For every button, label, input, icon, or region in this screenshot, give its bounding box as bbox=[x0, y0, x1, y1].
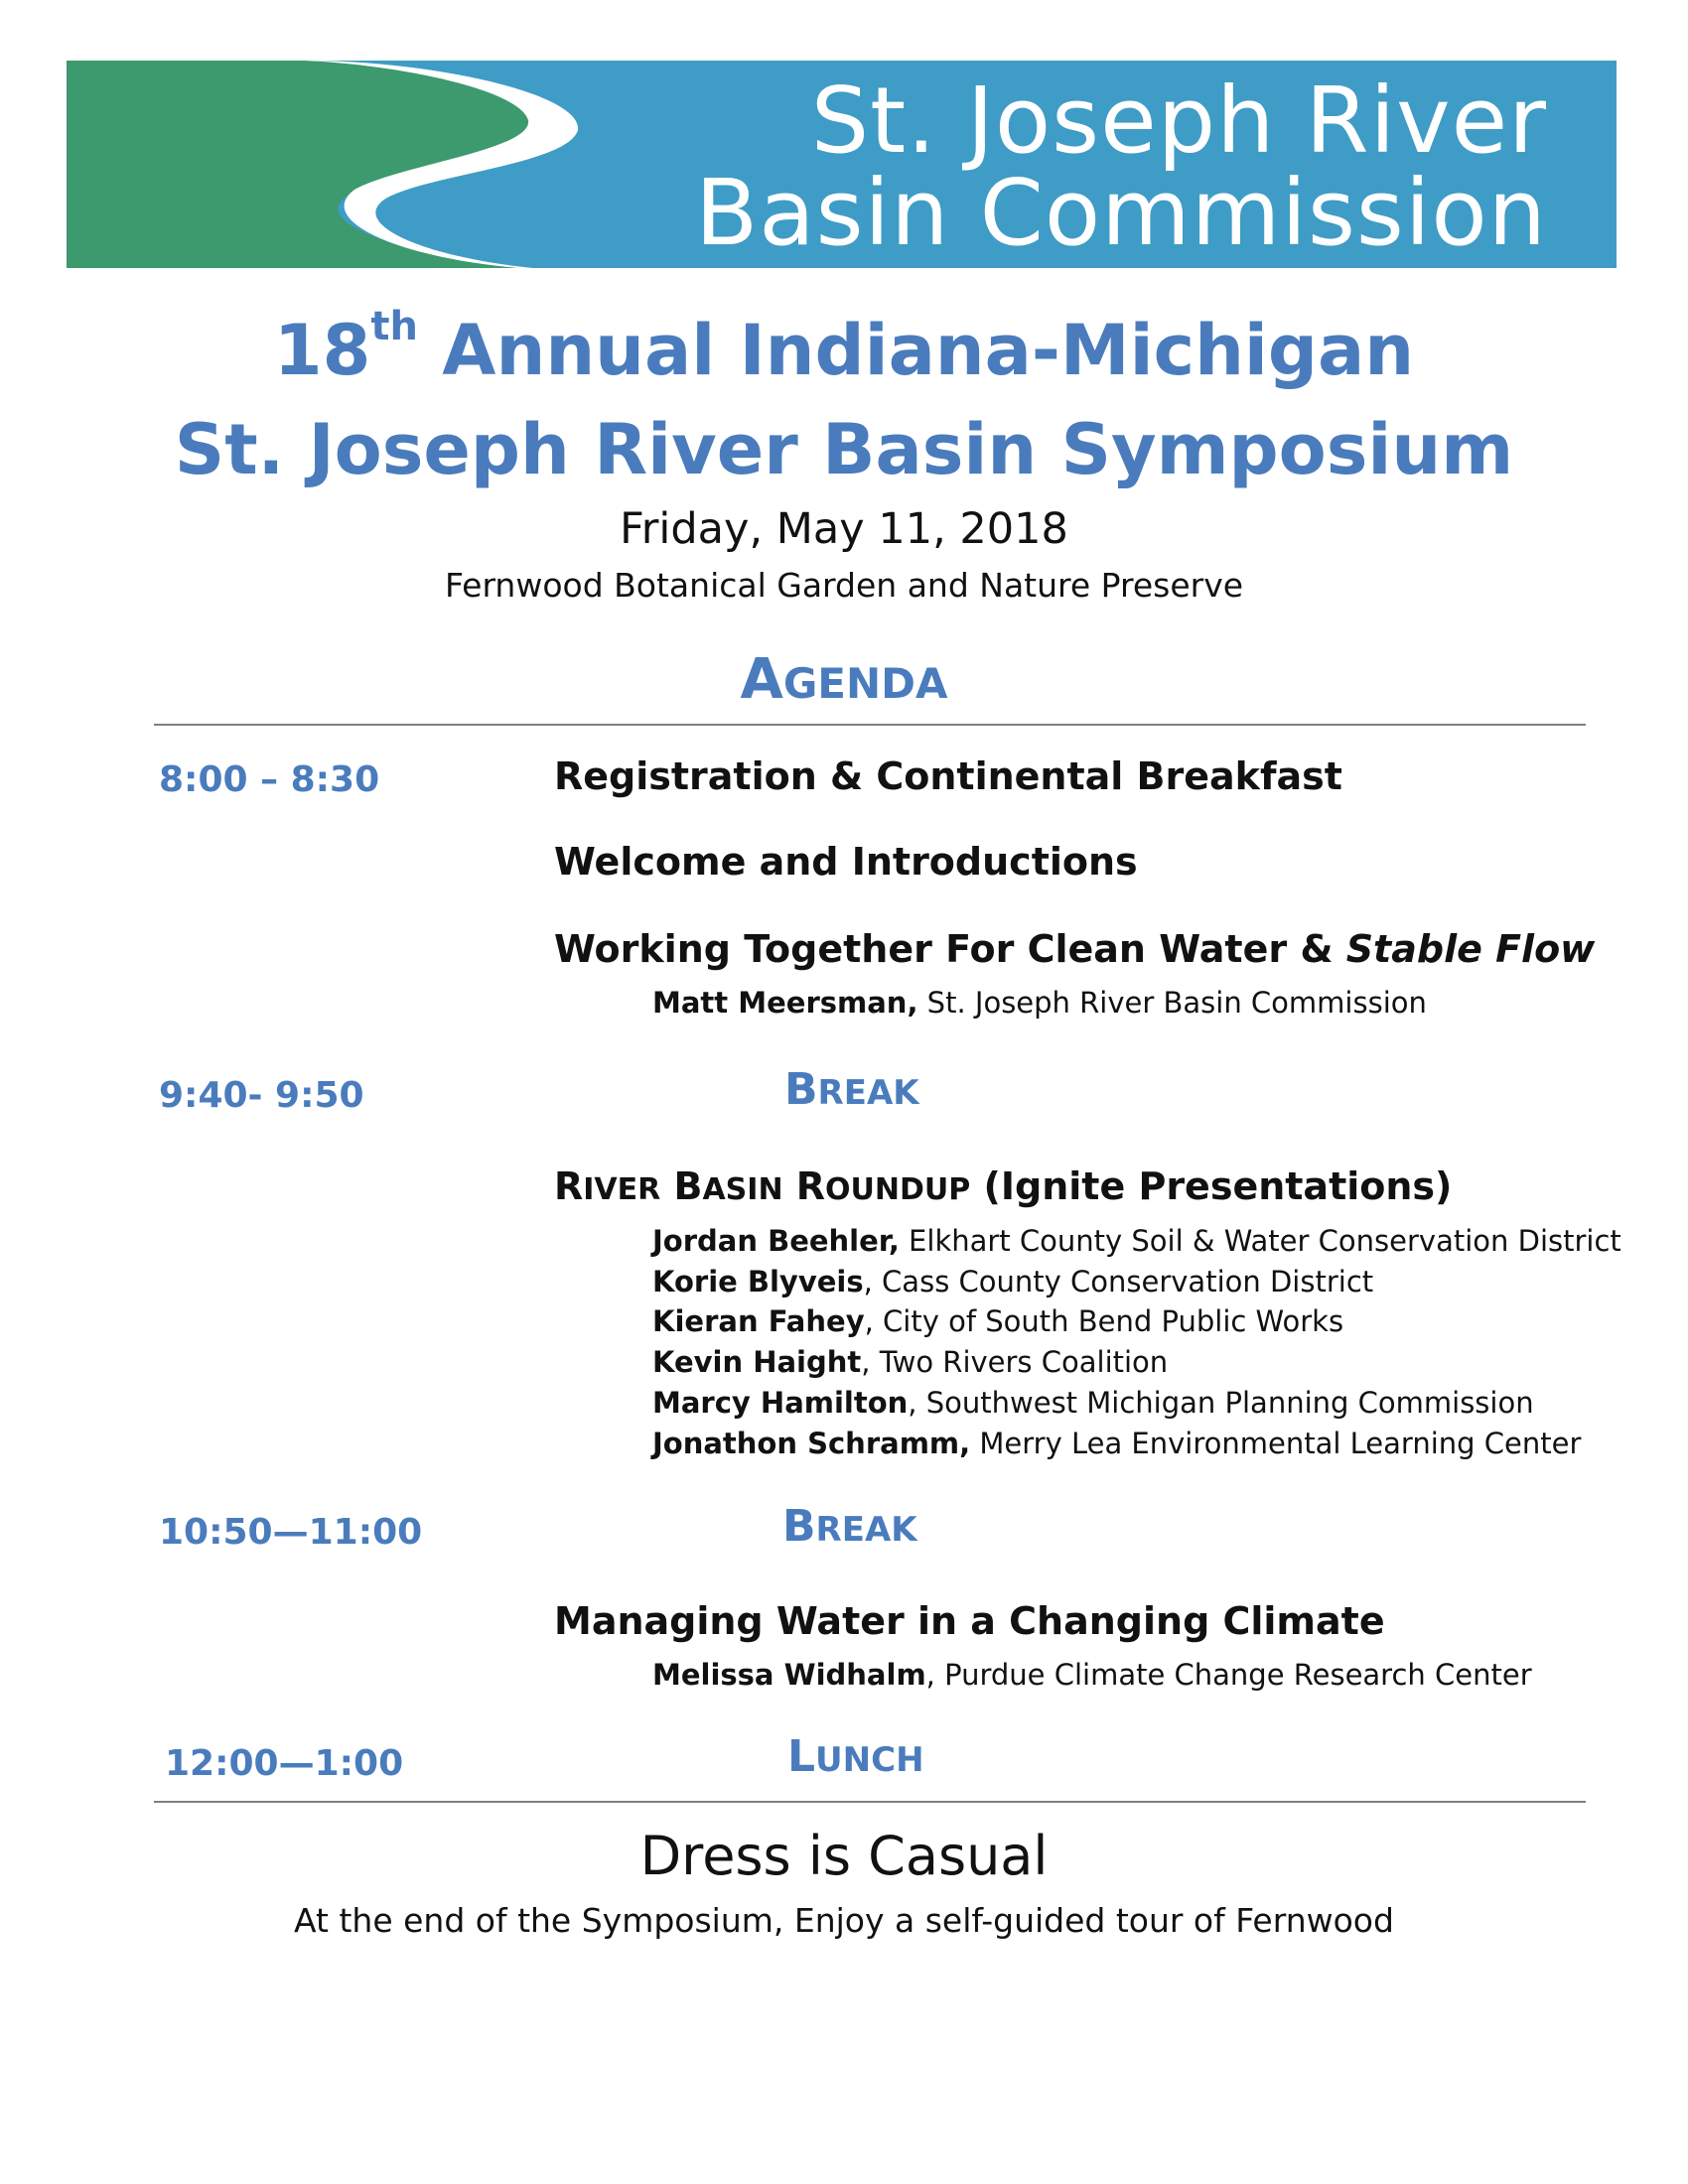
session-title-italic: Stable Flow bbox=[1345, 927, 1596, 971]
speaker-line bbox=[652, 1224, 1621, 1258]
session-title: Managing Water in a Changing Climate bbox=[554, 1599, 1385, 1643]
speaker-name: Jordan Beehler, bbox=[652, 1224, 900, 1258]
speaker-line bbox=[652, 1304, 1343, 1338]
agenda-heading bbox=[0, 647, 1688, 712]
speaker-name: Jonathon Schramm, bbox=[652, 1427, 971, 1460]
banner-line-2: Basin Commission bbox=[695, 160, 1547, 266]
lunch-rest: UNCH bbox=[815, 1740, 924, 1780]
speaker-name: Marcy Hamilton bbox=[652, 1386, 909, 1420]
speaker-org: , Cass County Conservation District bbox=[863, 1265, 1374, 1298]
break-label bbox=[782, 1501, 917, 1552]
title-line-1 bbox=[0, 304, 1688, 391]
break-label bbox=[784, 1064, 919, 1115]
time-slot: 10:50—11:00 bbox=[159, 1512, 423, 1553]
dress-code: Dress is Casual bbox=[639, 1825, 1049, 1887]
lunch-label bbox=[787, 1731, 924, 1782]
session-title-tail: (Ignite Presentations) bbox=[970, 1164, 1453, 1208]
break-initial: B bbox=[784, 1064, 818, 1115]
sc-rest: OUNDUP bbox=[825, 1172, 971, 1207]
sc-rest: IVER bbox=[583, 1172, 661, 1207]
speaker-org: St. Joseph River Basin Commission bbox=[917, 986, 1427, 1020]
speaker-org: , Southwest Michigan Planning Commission bbox=[908, 1386, 1534, 1420]
break-rest: REAK bbox=[817, 1073, 919, 1113]
speaker-org: , Purdue Climate Change Research Center bbox=[925, 1658, 1532, 1692]
agenda-heading-initial: A bbox=[740, 647, 783, 712]
agenda-heading-rest: GENDA bbox=[782, 659, 948, 708]
break-initial: B bbox=[782, 1501, 816, 1552]
session-title: Registration & Continental Breakfast bbox=[554, 754, 1342, 798]
speaker-name: Melissa Widhalm bbox=[652, 1658, 926, 1692]
speaker-org: Merry Lea Environmental Learning Center bbox=[970, 1427, 1582, 1460]
commission-banner bbox=[67, 61, 1617, 268]
speaker-line bbox=[652, 1658, 1532, 1692]
speaker-org: , City of South Bend Public Works bbox=[864, 1304, 1344, 1338]
speaker-org: , Two Rivers Coalition bbox=[861, 1345, 1169, 1379]
bottom-divider bbox=[154, 1801, 1586, 1803]
speaker-line bbox=[652, 1386, 1534, 1420]
speaker-line bbox=[652, 1265, 1373, 1298]
speaker-line bbox=[652, 1427, 1581, 1460]
title-ordinal: 18 bbox=[273, 310, 371, 391]
session-title bbox=[554, 1164, 1452, 1208]
speaker-name: Korie Blyveis bbox=[652, 1265, 864, 1298]
top-divider bbox=[154, 724, 1586, 726]
speaker-name: Kieran Fahey bbox=[652, 1304, 865, 1338]
sc-initial: R bbox=[795, 1164, 826, 1208]
banner-line-1: St. Joseph River bbox=[810, 68, 1547, 174]
title-ordinal-suffix: th bbox=[370, 304, 418, 349]
time-slot: 8:00 – 8:30 bbox=[159, 759, 380, 800]
title-line-1-text: Annual Indiana-Michigan bbox=[417, 310, 1415, 391]
speaker-line bbox=[652, 986, 1427, 1020]
sc-initial: R bbox=[554, 1164, 584, 1208]
session-title-text: Working Together For Clean Water & bbox=[554, 927, 1346, 971]
speaker-name: Kevin Haight bbox=[652, 1345, 862, 1379]
time-slot: 12:00—1:00 bbox=[165, 1743, 404, 1784]
title-line-2: St. Joseph River Basin Symposium bbox=[174, 409, 1514, 490]
banner-title bbox=[695, 68, 1547, 266]
session-title: Welcome and Introductions bbox=[554, 840, 1138, 884]
time-slot: 9:40- 9:50 bbox=[159, 1075, 364, 1116]
session-title bbox=[554, 927, 1595, 971]
sc-initial: B bbox=[673, 1164, 703, 1208]
speaker-name: Matt Meersman, bbox=[652, 986, 918, 1020]
tour-note: At the end of the Symposium, Enjoy a self-guided tour of Fernwood bbox=[294, 1901, 1394, 1940]
break-rest: REAK bbox=[815, 1510, 917, 1550]
event-venue: Fernwood Botanical Garden and Nature Preserve bbox=[444, 566, 1244, 605]
lunch-initial: L bbox=[787, 1731, 816, 1782]
speaker-line bbox=[652, 1345, 1168, 1379]
event-date: Friday, May 11, 2018 bbox=[620, 504, 1068, 554]
sc-rest: ASIN bbox=[702, 1172, 783, 1207]
speaker-org: Elkhart County Soil & Water Conservation District bbox=[899, 1224, 1621, 1258]
